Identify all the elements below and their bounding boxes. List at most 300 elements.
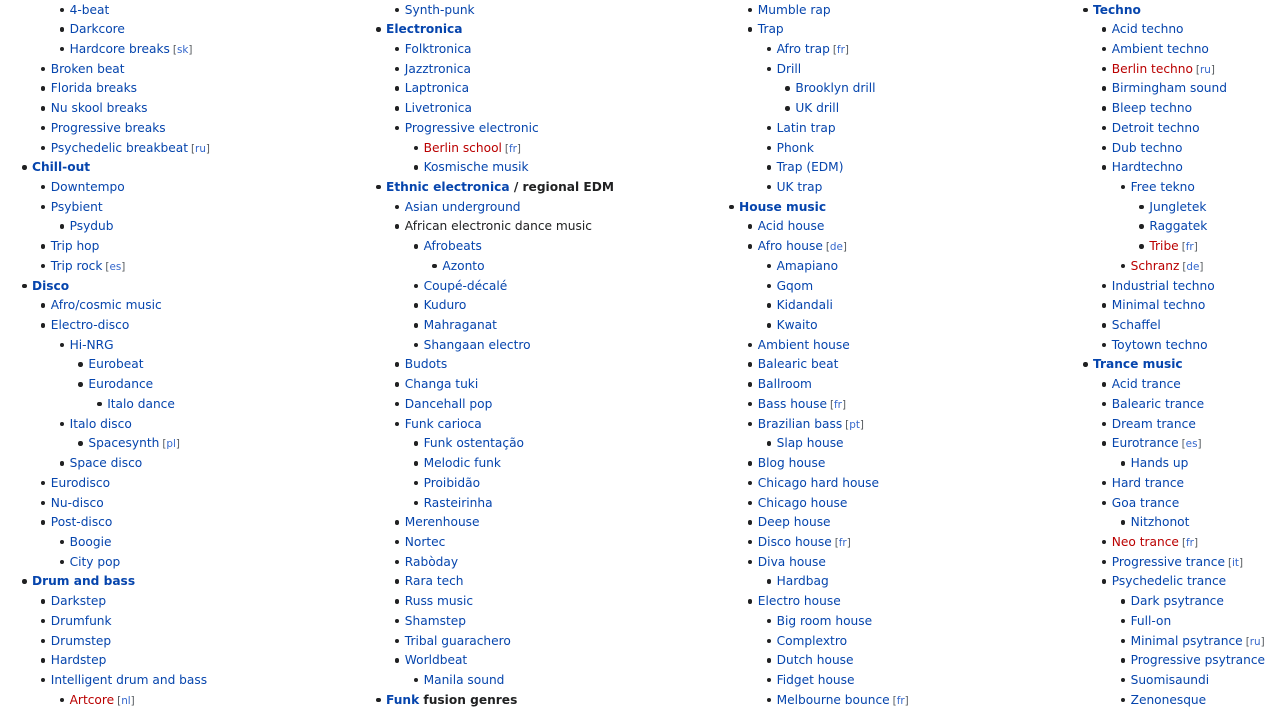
genre-item-deep-house — [758, 513, 831, 531]
genre-item-tribe — [1149, 237, 1197, 255]
genre-link[interactable]: Dream trance — [1111, 416, 1196, 431]
genre-link[interactable]: Psychedelic trance — [1111, 574, 1227, 589]
interlanguage-link[interactable]: es — [109, 260, 122, 273]
interlanguage-tag: [ru] — [1195, 63, 1215, 76]
genre-link[interactable]: Changa tuki — [404, 377, 479, 392]
interlanguage-link[interactable]: it — [1232, 556, 1239, 569]
genre-link[interactable]: Acid house — [757, 219, 825, 234]
genre-link[interactable]: Progressive breaks — [50, 120, 166, 135]
genre-link[interactable]: Hardstep — [50, 653, 107, 668]
genre-link[interactable]: Florida breaks — [50, 81, 137, 96]
interlanguage-tag: [de] — [1182, 260, 1204, 273]
genre-item-shamstep — [405, 612, 466, 630]
genre-link[interactable]: Eurodisco — [50, 475, 111, 490]
genre-link[interactable]: Post-disco — [50, 515, 113, 530]
genre-item-hi-nrg — [70, 336, 114, 354]
interlanguage-tag: [es] — [105, 260, 126, 273]
interlanguage-tag: [fr] — [1181, 241, 1198, 254]
genre-item-hardbag — [777, 572, 829, 590]
genre-link[interactable]: Kidandali — [776, 298, 833, 313]
genre-link[interactable]: Zenonesque — [1130, 692, 1207, 707]
genre-item-full-on — [1131, 612, 1172, 630]
genre-link[interactable]: Coupé-décalé — [423, 278, 508, 293]
genre-link[interactable]: Rabòday — [404, 554, 459, 569]
genre-link[interactable]: Broken beat — [50, 61, 125, 76]
genre-link[interactable]: UK drill — [795, 101, 840, 116]
genre-item-psychedelic-trance — [1112, 572, 1226, 590]
genre-item-dancehall-pop — [405, 395, 493, 413]
interlanguage-link[interactable]: ru — [1249, 635, 1261, 648]
genre-item-birmingham-sound — [1112, 79, 1227, 97]
genre-link[interactable]: Acid techno — [1111, 22, 1184, 37]
genre-item-afro-cosmic-music — [51, 296, 162, 314]
genre-link[interactable]: Rara tech — [404, 574, 464, 589]
genre-item-trap — [758, 20, 784, 38]
genre-item-diva-house — [758, 553, 826, 571]
genre-item-latin-trap — [777, 119, 836, 137]
genre-link[interactable]: Phonk — [776, 140, 814, 155]
genre-link[interactable]: Eurodance — [88, 377, 154, 392]
genre-item-drum-and-bass — [32, 572, 135, 590]
interlanguage-tag: [pt] — [845, 418, 864, 431]
genre-item-disco — [32, 277, 69, 295]
genre-link[interactable]: Italo dance — [107, 396, 175, 411]
genre-item-techno — [1093, 1, 1141, 19]
genre-item-ethnic-electronica — [386, 178, 614, 196]
genre-item-psychedelic-breakbeat — [51, 139, 210, 157]
interlanguage-link[interactable]: fr — [1185, 241, 1194, 254]
genre-link[interactable]: Psychedelic breakbeat — [50, 140, 188, 155]
interlanguage-link[interactable]: nl — [121, 694, 131, 707]
genre-item-schaffel — [1112, 316, 1161, 334]
genre-item-uk-trap — [777, 178, 823, 196]
genre-link[interactable]: Dutch house — [776, 653, 854, 668]
genre-item-bleep-techno — [1112, 99, 1192, 117]
interlanguage-tag: [sk] — [172, 43, 193, 56]
interlanguage-tag: [nl] — [117, 694, 135, 707]
genre-item-afro-trap — [777, 40, 849, 58]
genre-item-balearic-trance — [1112, 395, 1204, 413]
genre-link[interactable]: Gqom — [776, 278, 814, 293]
missing-article-link[interactable]: Neo trance — [1111, 534, 1179, 549]
genre-item-downtempo — [51, 178, 125, 196]
interlanguage-tag: [ru] — [1245, 635, 1265, 648]
genre-link[interactable]: Italo disco — [69, 416, 132, 431]
genre-link[interactable]: Hands up — [1130, 456, 1189, 471]
genre-link[interactable]: Ballroom — [757, 377, 812, 392]
interlanguage-tag: [de] — [825, 241, 847, 254]
genre-item-kosmische-musik — [424, 158, 529, 176]
genre-item-trip-rock — [51, 257, 126, 275]
genre-link[interactable]: Melbourne bounce — [776, 692, 890, 707]
genre-link[interactable]: Brazilian bass — [757, 416, 843, 431]
genre-item-funk — [386, 691, 517, 709]
genre-link[interactable]: Darkstep — [50, 594, 107, 609]
genre-link[interactable]: Ambient house — [757, 337, 850, 352]
genre-item-trance-music — [1093, 355, 1183, 373]
genre-link[interactable]: Synth-punk — [404, 2, 475, 17]
genre-link[interactable]: Amapiano — [776, 258, 839, 273]
genre-link[interactable]: City pop — [69, 554, 121, 569]
genre-item-trip-hop — [51, 237, 100, 255]
interlanguage-link[interactable]: fr — [896, 694, 905, 707]
genre-link[interactable]: Trance music — [1093, 357, 1183, 372]
genre-link[interactable]: Russ music — [404, 594, 474, 609]
genre-item-post-disco — [51, 513, 113, 531]
genre-item-melodic-funk — [424, 454, 501, 472]
interlanguage-tag: [fr] — [1181, 536, 1198, 549]
genre-item-hard-trance — [1112, 474, 1184, 492]
genre-item-kidandali — [777, 296, 833, 314]
interlanguage-link[interactable]: fr — [834, 398, 842, 411]
interlanguage-tag: [it] — [1227, 556, 1244, 569]
interlanguage-tag: [es] — [1181, 438, 1202, 451]
genre-link[interactable]: Minimal techno — [1111, 298, 1206, 313]
genre-link[interactable]: Chill-out — [32, 160, 91, 175]
genre-link[interactable]: Electro-disco — [50, 318, 130, 333]
genre-link[interactable]: Jazztronica — [404, 61, 471, 76]
genre-item-folktronica — [405, 40, 472, 58]
genre-link[interactable]: Worldbeat — [404, 653, 468, 668]
genre-item-psydub — [70, 217, 114, 235]
genre-item-ambient-techno — [1112, 40, 1209, 58]
genre-item-synth-punk — [405, 1, 475, 19]
genre-item-schranz — [1131, 257, 1204, 275]
genre-item-florida-breaks — [51, 79, 137, 97]
genre-link[interactable]: Kwaito — [776, 318, 818, 333]
genre-link[interactable]: Mahraganat — [423, 318, 497, 333]
genre-link[interactable]: Chicago house — [757, 495, 848, 510]
genre-item-nu-skool-breaks — [51, 99, 148, 117]
genre-item-darkcore — [70, 20, 125, 38]
genre-link[interactable]: Shangaan electro — [423, 337, 531, 352]
genre-link[interactable]: Funk ostentação — [423, 436, 524, 451]
genre-link[interactable]: Intelligent drum and bass — [50, 672, 208, 687]
genre-item-disco-house — [758, 533, 851, 551]
genre-item-dream-trance — [1112, 415, 1196, 433]
genre-link[interactable]: Nu-disco — [50, 495, 104, 510]
genre-item-dutch-house — [777, 651, 854, 669]
genre-link[interactable]: Shamstep — [404, 613, 466, 628]
interlanguage-link[interactable]: fr — [836, 43, 845, 56]
genre-item-minimal-psytrance — [1131, 632, 1265, 650]
genre-item-city-pop — [70, 553, 121, 571]
genre-item-azonto — [442, 257, 484, 275]
genre-link[interactable]: Trip rock — [50, 258, 103, 273]
genre-link[interactable]: Complextro — [776, 633, 848, 648]
genre-item-melbourne-bounce — [777, 691, 909, 709]
genre-item-eurotrance — [1112, 434, 1202, 452]
genre-item-dark-psytrance — [1131, 592, 1224, 610]
genre-item-4-beat — [70, 1, 110, 19]
genre-link[interactable]: Psydub — [69, 219, 114, 234]
genre-link[interactable]: Electro house — [757, 594, 841, 609]
genre-link[interactable]: Chicago hard house — [757, 475, 880, 490]
genre-link[interactable]: Funk carioca — [404, 416, 482, 431]
genre-link[interactable]: Kosmische musik — [423, 160, 529, 175]
genre-item-budots — [405, 355, 447, 373]
interlanguage-link[interactable]: pt — [849, 418, 860, 431]
genre-item-dub-techno — [1112, 139, 1183, 157]
genre-link[interactable]: Psybient — [50, 199, 103, 214]
genre-item-russ-music — [405, 592, 473, 610]
genre-item-berlin-techno — [1112, 60, 1215, 78]
genre-link[interactable]: Nu skool breaks — [50, 101, 148, 116]
genre-item-gqom — [777, 277, 814, 295]
genre-item-broken-beat — [51, 60, 125, 78]
genre-item-raggatek — [1149, 217, 1207, 235]
genre-item-mumble-rap — [758, 1, 831, 19]
genre-link[interactable]: Birmingham sound — [1111, 81, 1227, 96]
genre-item-afro-house — [758, 237, 847, 255]
interlanguage-link[interactable]: ru — [195, 142, 206, 155]
genre-item-artcore — [70, 691, 135, 709]
genre-link[interactable]: Dancehall pop — [404, 396, 493, 411]
genre-link[interactable]: Trip hop — [50, 239, 100, 254]
genre-link[interactable]: Afro/cosmic music — [50, 298, 162, 313]
genre-link[interactable]: Rasteirinha — [423, 495, 493, 510]
interlanguage-tag: [pl] — [162, 438, 180, 451]
genre-link[interactable]: Space disco — [69, 456, 143, 471]
interlanguage-link[interactable]: de — [829, 241, 843, 254]
genre-link[interactable]: Brooklyn drill — [795, 81, 876, 96]
genre-link[interactable]: Drumstep — [50, 633, 112, 648]
genre-link[interactable]: House music — [739, 199, 827, 214]
genre-link[interactable]: Disco house — [757, 534, 832, 549]
genre-link[interactable]: Fidget house — [776, 672, 855, 687]
genre-link[interactable]: Afro house — [757, 239, 823, 254]
genre-link[interactable]: Trap (EDM) — [776, 160, 844, 175]
genre-item-jungletek — [1149, 198, 1206, 216]
interlanguage-tag: [fr] — [504, 142, 521, 155]
genre-item-trap-edm — [777, 158, 844, 176]
genre-link[interactable]: Industrial techno — [1111, 278, 1215, 293]
genre-link[interactable]: Full-on — [1130, 613, 1172, 628]
genre-link[interactable]: Darkcore — [69, 22, 125, 37]
genre-item-hardstep — [51, 651, 107, 669]
genre-link[interactable]: Funk — [386, 692, 420, 707]
interlanguage-link[interactable]: de — [1186, 260, 1200, 273]
genre-link[interactable]: Techno — [1093, 2, 1141, 17]
genre-item-ballroom — [758, 375, 812, 393]
genre-item-blog-house — [758, 454, 826, 472]
missing-article-link[interactable]: Tribe — [1149, 239, 1179, 254]
interlanguage-link[interactable]: fr — [1186, 536, 1194, 549]
interlanguage-link[interactable]: pl — [166, 438, 176, 451]
genre-item-darkstep — [51, 592, 106, 610]
genre-link[interactable]: Free tekno — [1130, 179, 1195, 194]
missing-article-link[interactable]: Artcore — [69, 692, 115, 707]
genre-item-drumfunk — [51, 612, 112, 630]
genre-item-progressive-trance — [1112, 553, 1243, 571]
genre-item-livetronica — [405, 99, 472, 117]
genre-link[interactable]: Eurotrance — [1111, 436, 1179, 451]
genre-link[interactable]: Proibidão — [423, 475, 481, 490]
genre-item-hardcore-breaks — [70, 40, 193, 58]
genre-link[interactable]: Bass house — [757, 396, 827, 411]
genre-item-brazilian-bass — [758, 415, 864, 433]
genre-link[interactable]: Balearic beat — [757, 357, 839, 372]
genre-item-coupe-decale — [424, 277, 508, 295]
genre-link[interactable]: Hardbag — [776, 574, 829, 589]
genre-link[interactable]: Ethnic electronica — [386, 179, 510, 194]
genre-item-hands-up — [1131, 454, 1189, 472]
genre-link[interactable]: Mumble rap — [757, 2, 831, 17]
genre-link[interactable]: Melodic funk — [423, 456, 501, 471]
heading-suffix: fusion genres — [419, 692, 518, 707]
genre-link[interactable]: Diva house — [757, 554, 826, 569]
genre-label: African electronic dance music — [404, 219, 592, 234]
genre-link[interactable]: Hardtechno — [1111, 160, 1183, 175]
interlanguage-tag: [ru] — [190, 142, 210, 155]
genre-link[interactable]: Manila sound — [423, 672, 505, 687]
genre-item-progressive-breaks — [51, 119, 166, 137]
genre-link[interactable]: Latin trap — [776, 120, 836, 135]
genre-item-free-tekno — [1131, 178, 1195, 196]
genre-link[interactable]: Trap — [757, 22, 784, 37]
genre-item-tribal-guarachero — [405, 632, 511, 650]
genre-link[interactable]: Detroit techno — [1111, 120, 1200, 135]
genre-link[interactable]: Blog house — [757, 456, 826, 471]
genre-item-manila-sound — [424, 671, 505, 689]
genre-link[interactable]: Bleep techno — [1111, 101, 1193, 116]
genre-item-laptronica — [405, 79, 469, 97]
genre-item-boogie — [70, 533, 112, 551]
genre-item-afrobeats — [424, 237, 482, 255]
genre-item-psybient — [51, 198, 103, 216]
genre-link[interactable]: Ambient techno — [1111, 41, 1209, 56]
genre-link[interactable]: UK trap — [776, 179, 823, 194]
genre-link[interactable]: Deep house — [757, 515, 831, 530]
genre-link[interactable]: Budots — [404, 357, 448, 372]
genre-item-asian-underground — [405, 198, 521, 216]
genre-link[interactable]: Progressive psytrance — [1130, 653, 1266, 668]
genre-item-phonk — [777, 139, 814, 157]
interlanguage-link[interactable]: es — [1185, 438, 1198, 451]
genre-link[interactable]: Downtempo — [50, 179, 125, 194]
genre-item-electro-house — [758, 592, 841, 610]
genre-item-rara-tech — [405, 572, 464, 590]
genre-item-eurodance — [88, 375, 153, 393]
genre-item-african-electronic-dance-music — [405, 217, 592, 235]
genre-link[interactable]: Dark psytrance — [1130, 594, 1224, 609]
interlanguage-link[interactable]: fr — [508, 142, 517, 155]
genre-link[interactable]: Drill — [776, 61, 802, 76]
interlanguage-tag: [fr] — [834, 536, 851, 549]
missing-article-link[interactable]: Schranz — [1130, 258, 1180, 273]
genre-link[interactable]: Goa trance — [1111, 495, 1180, 510]
genre-link[interactable]: Balearic trance — [1111, 396, 1205, 411]
genre-link[interactable]: Merenhouse — [404, 515, 480, 530]
genre-link[interactable]: Jungletek — [1149, 199, 1207, 214]
genre-item-detroit-techno — [1112, 119, 1200, 137]
interlanguage-link[interactable]: fr — [838, 536, 847, 549]
genre-link[interactable]: Azonto — [442, 258, 485, 273]
genre-item-bass-house — [758, 395, 846, 413]
genre-link[interactable]: Nortec — [404, 534, 446, 549]
interlanguage-link[interactable]: sk — [176, 43, 189, 56]
genre-item-chill-out — [32, 158, 90, 176]
genre-item-acid-house — [758, 217, 825, 235]
genre-item-big-room-house — [777, 612, 873, 630]
genre-item-chicago-hard-house — [758, 474, 879, 492]
genre-link[interactable]: Kuduro — [423, 298, 467, 313]
genre-item-drumstep — [51, 632, 111, 650]
genre-link[interactable]: Afro trap — [776, 41, 830, 56]
genre-link[interactable]: 4-beat — [69, 2, 110, 17]
genre-link[interactable]: Nitzhonot — [1130, 515, 1190, 530]
genre-item-toytown-techno — [1112, 336, 1208, 354]
genre-item-goa-trance — [1112, 494, 1179, 512]
genre-link[interactable]: Disco — [32, 278, 70, 293]
genre-link[interactable]: Progressive trance — [1111, 554, 1225, 569]
genre-item-electronica — [386, 20, 463, 38]
genre-link[interactable]: Suomisaundi — [1130, 672, 1210, 687]
genre-link[interactable]: Dub techno — [1111, 140, 1183, 155]
missing-article-link[interactable]: Berlin school — [423, 140, 502, 155]
genre-link[interactable]: Spacesynth — [88, 436, 160, 451]
genre-item-funk-carioca — [405, 415, 482, 433]
genre-item-acid-techno — [1112, 20, 1184, 38]
genre-link[interactable]: Livetronica — [404, 101, 472, 116]
genre-link[interactable]: Hardcore breaks — [69, 41, 170, 56]
genre-item-changa-tuki — [405, 375, 478, 393]
genre-item-balearic-beat — [758, 355, 839, 373]
genre-link[interactable]: Boogie — [69, 534, 112, 549]
genre-item-hardtechno — [1112, 158, 1183, 176]
interlanguage-tag: [fr] — [829, 398, 847, 411]
genre-link[interactable]: Big room house — [776, 613, 873, 628]
genre-item-intelligent-drum-and-bass — [51, 671, 207, 689]
genre-link[interactable]: Hi-NRG — [69, 337, 114, 352]
genre-link[interactable]: Laptronica — [404, 81, 470, 96]
interlanguage-tag: [fr] — [892, 694, 909, 707]
heading-suffix: / regional EDM — [509, 179, 614, 194]
genre-link[interactable]: Eurobeat — [88, 357, 144, 372]
genre-link[interactable]: Drum and bass — [32, 574, 136, 589]
genre-link[interactable]: Acid trance — [1111, 377, 1181, 392]
genre-link[interactable]: Slap house — [776, 436, 844, 451]
genre-link[interactable]: Progressive electronic — [404, 120, 539, 135]
genre-link[interactable]: Toytown techno — [1111, 337, 1208, 352]
genre-item-eurobeat — [88, 355, 143, 373]
genre-link[interactable]: Hard trance — [1111, 475, 1185, 490]
genre-link[interactable]: Folktronica — [404, 41, 472, 56]
genre-item-nortec — [405, 533, 446, 551]
genre-item-suomisaundi — [1131, 671, 1210, 689]
genre-item-rasteirinha — [424, 494, 493, 512]
missing-article-link[interactable]: Berlin techno — [1111, 61, 1193, 76]
genre-link[interactable]: Afrobeats — [423, 239, 482, 254]
genre-link[interactable]: Asian underground — [404, 199, 521, 214]
genre-item-kuduro — [424, 296, 467, 314]
genre-link[interactable]: Drumfunk — [50, 613, 112, 628]
genre-item-funk-ostentacao — [424, 434, 524, 452]
genre-item-jazztronica — [405, 60, 471, 78]
genre-item-industrial-techno — [1112, 277, 1215, 295]
genre-item-electro-disco — [51, 316, 130, 334]
interlanguage-link[interactable]: ru — [1199, 63, 1211, 76]
genre-item-progressive-electronic — [405, 119, 539, 137]
genre-item-uk-drill — [795, 99, 839, 117]
genre-link[interactable]: Electronica — [386, 22, 463, 37]
genre-link[interactable]: Raggatek — [1149, 219, 1208, 234]
genre-link[interactable]: Minimal psytrance — [1130, 633, 1243, 648]
genre-link[interactable]: Tribal guarachero — [404, 633, 511, 648]
genre-item-eurodisco — [51, 474, 110, 492]
genre-item-minimal-techno — [1112, 296, 1206, 314]
genre-link[interactable]: Schaffel — [1111, 318, 1161, 333]
